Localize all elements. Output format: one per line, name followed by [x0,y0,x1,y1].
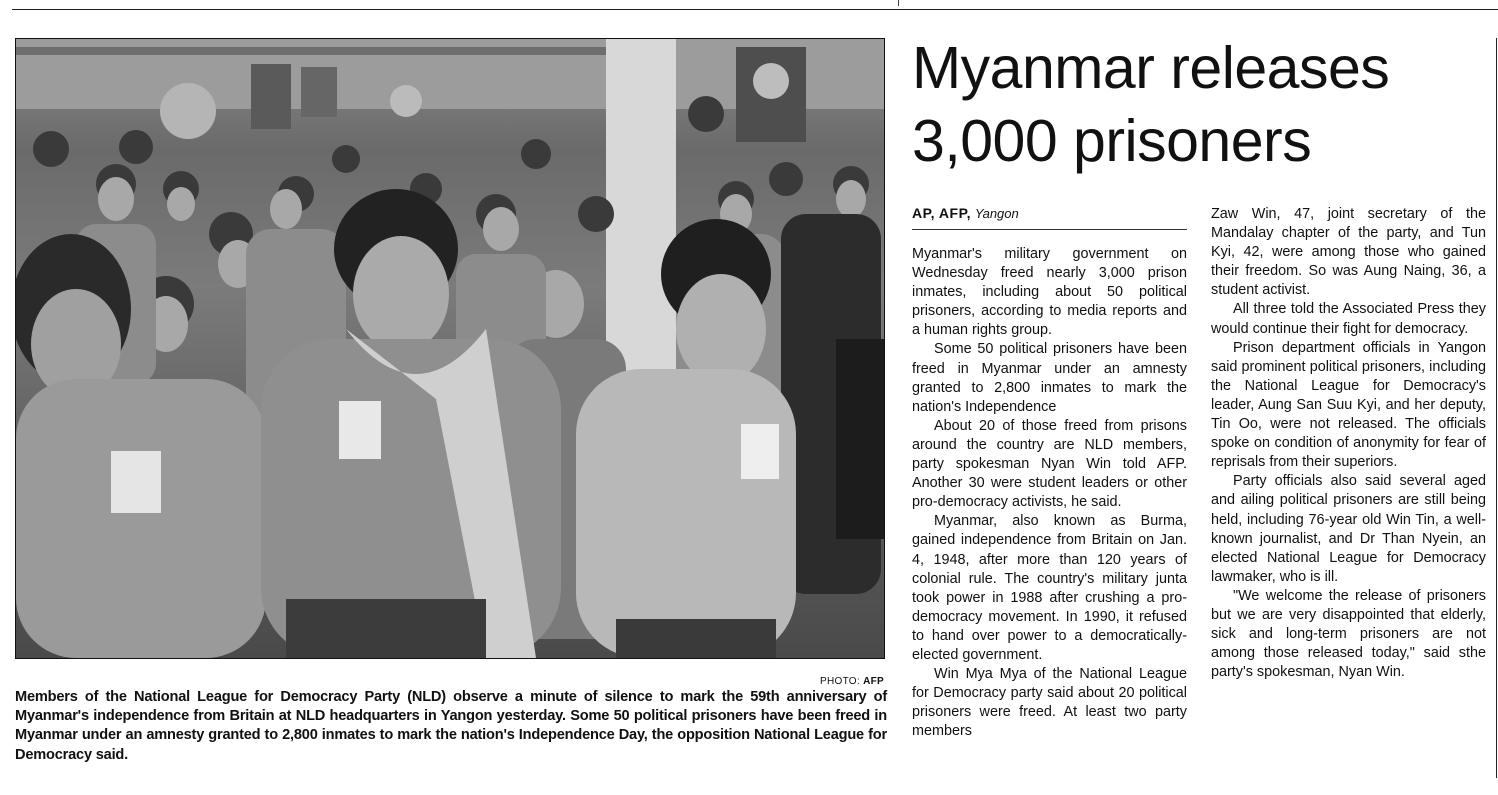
byline-rule [912,229,1187,230]
paragraph: "We welcome the release of prisoners but we are very disappointed that elderly, sick and long-term prisoners are not among those released today," said sthe party's spokesman, Nyan Win. [1211,587,1486,681]
poster-face [160,83,216,139]
paragraph: Prison department officials in Yangon said prominent political prisoners, including the National League for Democracy's leader, Aung San Suu Kyi, and her deputy, Tin Oo, were not released. The officials spoke on condition of anonymity for fear of reprisals from their superiors. [1211,339,1486,471]
paragraph: Some 50 political prisoners have been freed in Myanmar under an amnesty granted to 2,800 inmates to mark the nation's Independence [912,341,1187,415]
top-rule [12,9,1498,10]
paragraph: About 20 of those freed from prisons around the country are NLD members, party spokesman Nyan Win told AFP. Another 30 were student leaders or other pro-democracy activists, he said. [912,417,1187,511]
news-photo [15,38,885,659]
paragraph: Win Mya Mya of the National League for Democracy party said about 20 political prisoners were freed. At least two party members [912,666,1187,740]
article-column-1 [912,245,1187,741]
top-tick [898,0,899,6]
byline-agency: AP, AFP, [912,205,971,221]
pillar [606,39,676,399]
woman-right [576,369,796,658]
byline-place: Yangon [974,206,1019,221]
photo-credit [820,676,884,687]
headline: Myanmar releases 3,000 prisoners [912,35,1390,174]
woman-left [16,379,266,658]
fan [390,85,422,117]
paragraph: Party officials also said several aged and ailing political prisoners are still being held, including 76-year old Win Tin, a well-known journalist, and Dr Than Nyein, an elected National League for Democracy lawmaker, who is ill. [1211,473,1486,585]
paragraph: Myanmar, also known as Burma, gained independence from Britain on Jan. 4, 1948, after more than 120 years of colonial rule. The country's military junta took power in 1988 after crushing a pro-democracy movement. In 1990, it refused to hand over power to a democratically-elected government. [912,513,1187,663]
right-border [1496,38,1497,778]
photo-credit-source: AFP [863,676,884,687]
byline [912,205,1019,221]
paragraph: Myanmar's military government on Wednesday freed nearly 3,000 prison inmates, including about 50 political prisoners, according to media reports and a human rights group. [912,246,1187,339]
photo-credit-label: PHOTO: [820,676,860,687]
paragraph: All three told the Associated Press they would continue their fight for democracy. [1211,301,1486,337]
paragraph: Zaw Win, 47, joint secretary of the Mandalay chapter of the party, and Tun Kyi, 42, were among those who gained their freedom. So was Aung Naing, 36, a student activist. [1211,206,1486,299]
photo-caption: Members of the National League for Democracy Party (NLD) observe a minute of silence to mark the 59th anniversary of Myanmar's independence from Britain at NLD headquarters in Yangon yesterday. Some 50 political prisoners have been freed in Myanmar under an amnesty granted to 2,800 inmates to mark the nation's Independence Day, the opposition National League for Democracy said. [15,689,887,763]
article-column-2 [1211,205,1486,682]
